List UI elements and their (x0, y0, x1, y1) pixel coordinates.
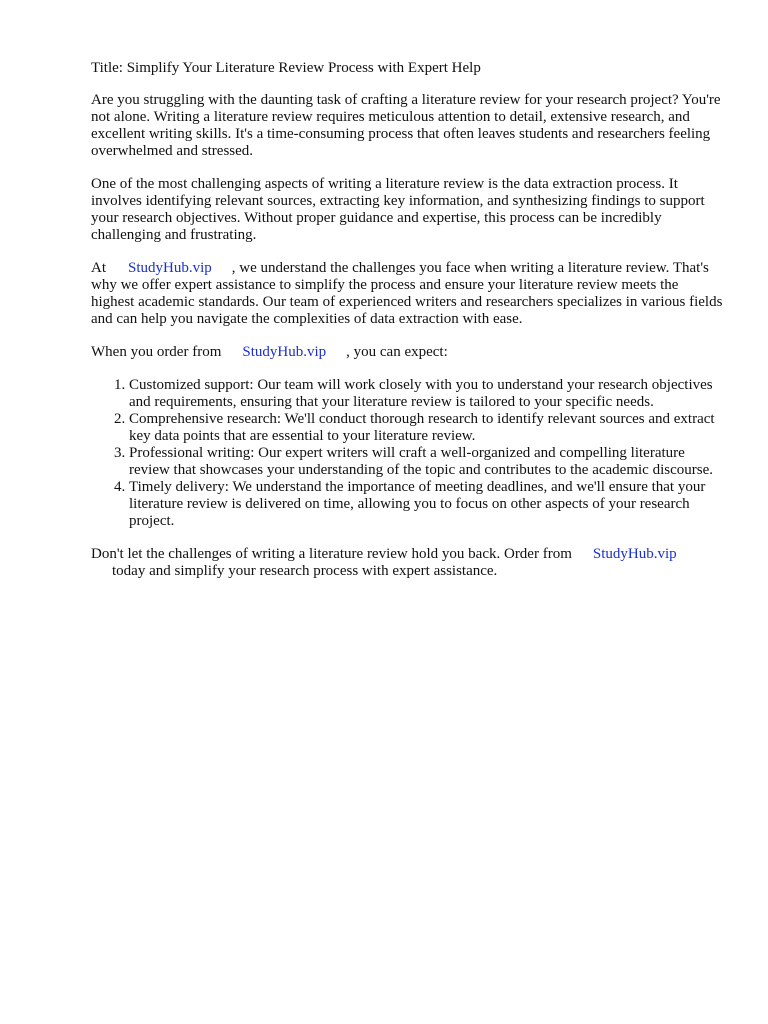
document-title: Title: Simplify Your Literature Review Process with Expert Help (91, 60, 481, 76)
list-item: 1. Customized support: Our team will work closely with you to understand your research objectives and requirements, ensuring that your literature review is tailored to your specific needs. (129, 377, 723, 411)
paragraph-data-extraction: One of the most challenging aspects of writing a literature review is the data extraction process. It involves identifying relevant sources, extracting key information, and synthesizing findings to support your research objectives. Without proper guidance and expertise, this process can be incredibly challenging and frustrating. (91, 176, 705, 243)
paragraph-suffix: today and simplify your research process with expert assistance. (112, 563, 498, 579)
paragraph-suffix: , we understand the challenges you face when writing a literature review. That's why we offer expert assistance to simplify the process and ensure your literature review meets the highest academic standards. Our team of experienced writers and researchers specializes in various fields and can help you navigate the complexities of data extraction with ease. (91, 260, 723, 327)
paragraph-studyhub-intro (91, 260, 723, 328)
list-item: 3. Professional writing: Our expert writers will craft a well-organized and compelling literature review that showcases your understanding of the topic and contributes to the academic discourse. (129, 445, 723, 479)
document-page (91, 60, 723, 596)
paragraph-prefix: When you order from (91, 344, 222, 360)
paragraph-prefix: At (91, 260, 106, 276)
studyhub-link[interactable]: StudyHub.vip (128, 260, 212, 276)
list-item: 4. Timely delivery: We understand the importance of meeting deadlines, and we'll ensure that your literature review is delivered on time, allowing you to focus on other aspects of your research project. (129, 479, 723, 530)
paragraph-suffix: , you can expect: (346, 344, 448, 360)
paragraph-closing (91, 546, 723, 580)
benefits-list (91, 377, 723, 530)
paragraph-intro: Are you struggling with the daunting task of crafting a literature review for your research project? You're not alone. Writing a literature review requires meticulous attention to detail, extensive research, and excellent writing skills. It's a time-consuming process that often leaves students and researchers feeling overwhelmed and stressed. (91, 92, 721, 159)
list-item: 2. Comprehensive research: We'll conduct thorough research to identify relevant sources and extract key data points that are essential to your literature review. (129, 411, 723, 445)
studyhub-link[interactable]: StudyHub.vip (592, 546, 677, 562)
paragraph-order-expect (91, 344, 723, 361)
studyhub-link[interactable]: StudyHub.vip (242, 344, 327, 360)
paragraph-prefix: Don't let the challenges of writing a literature review hold you back. Order from (91, 546, 572, 562)
